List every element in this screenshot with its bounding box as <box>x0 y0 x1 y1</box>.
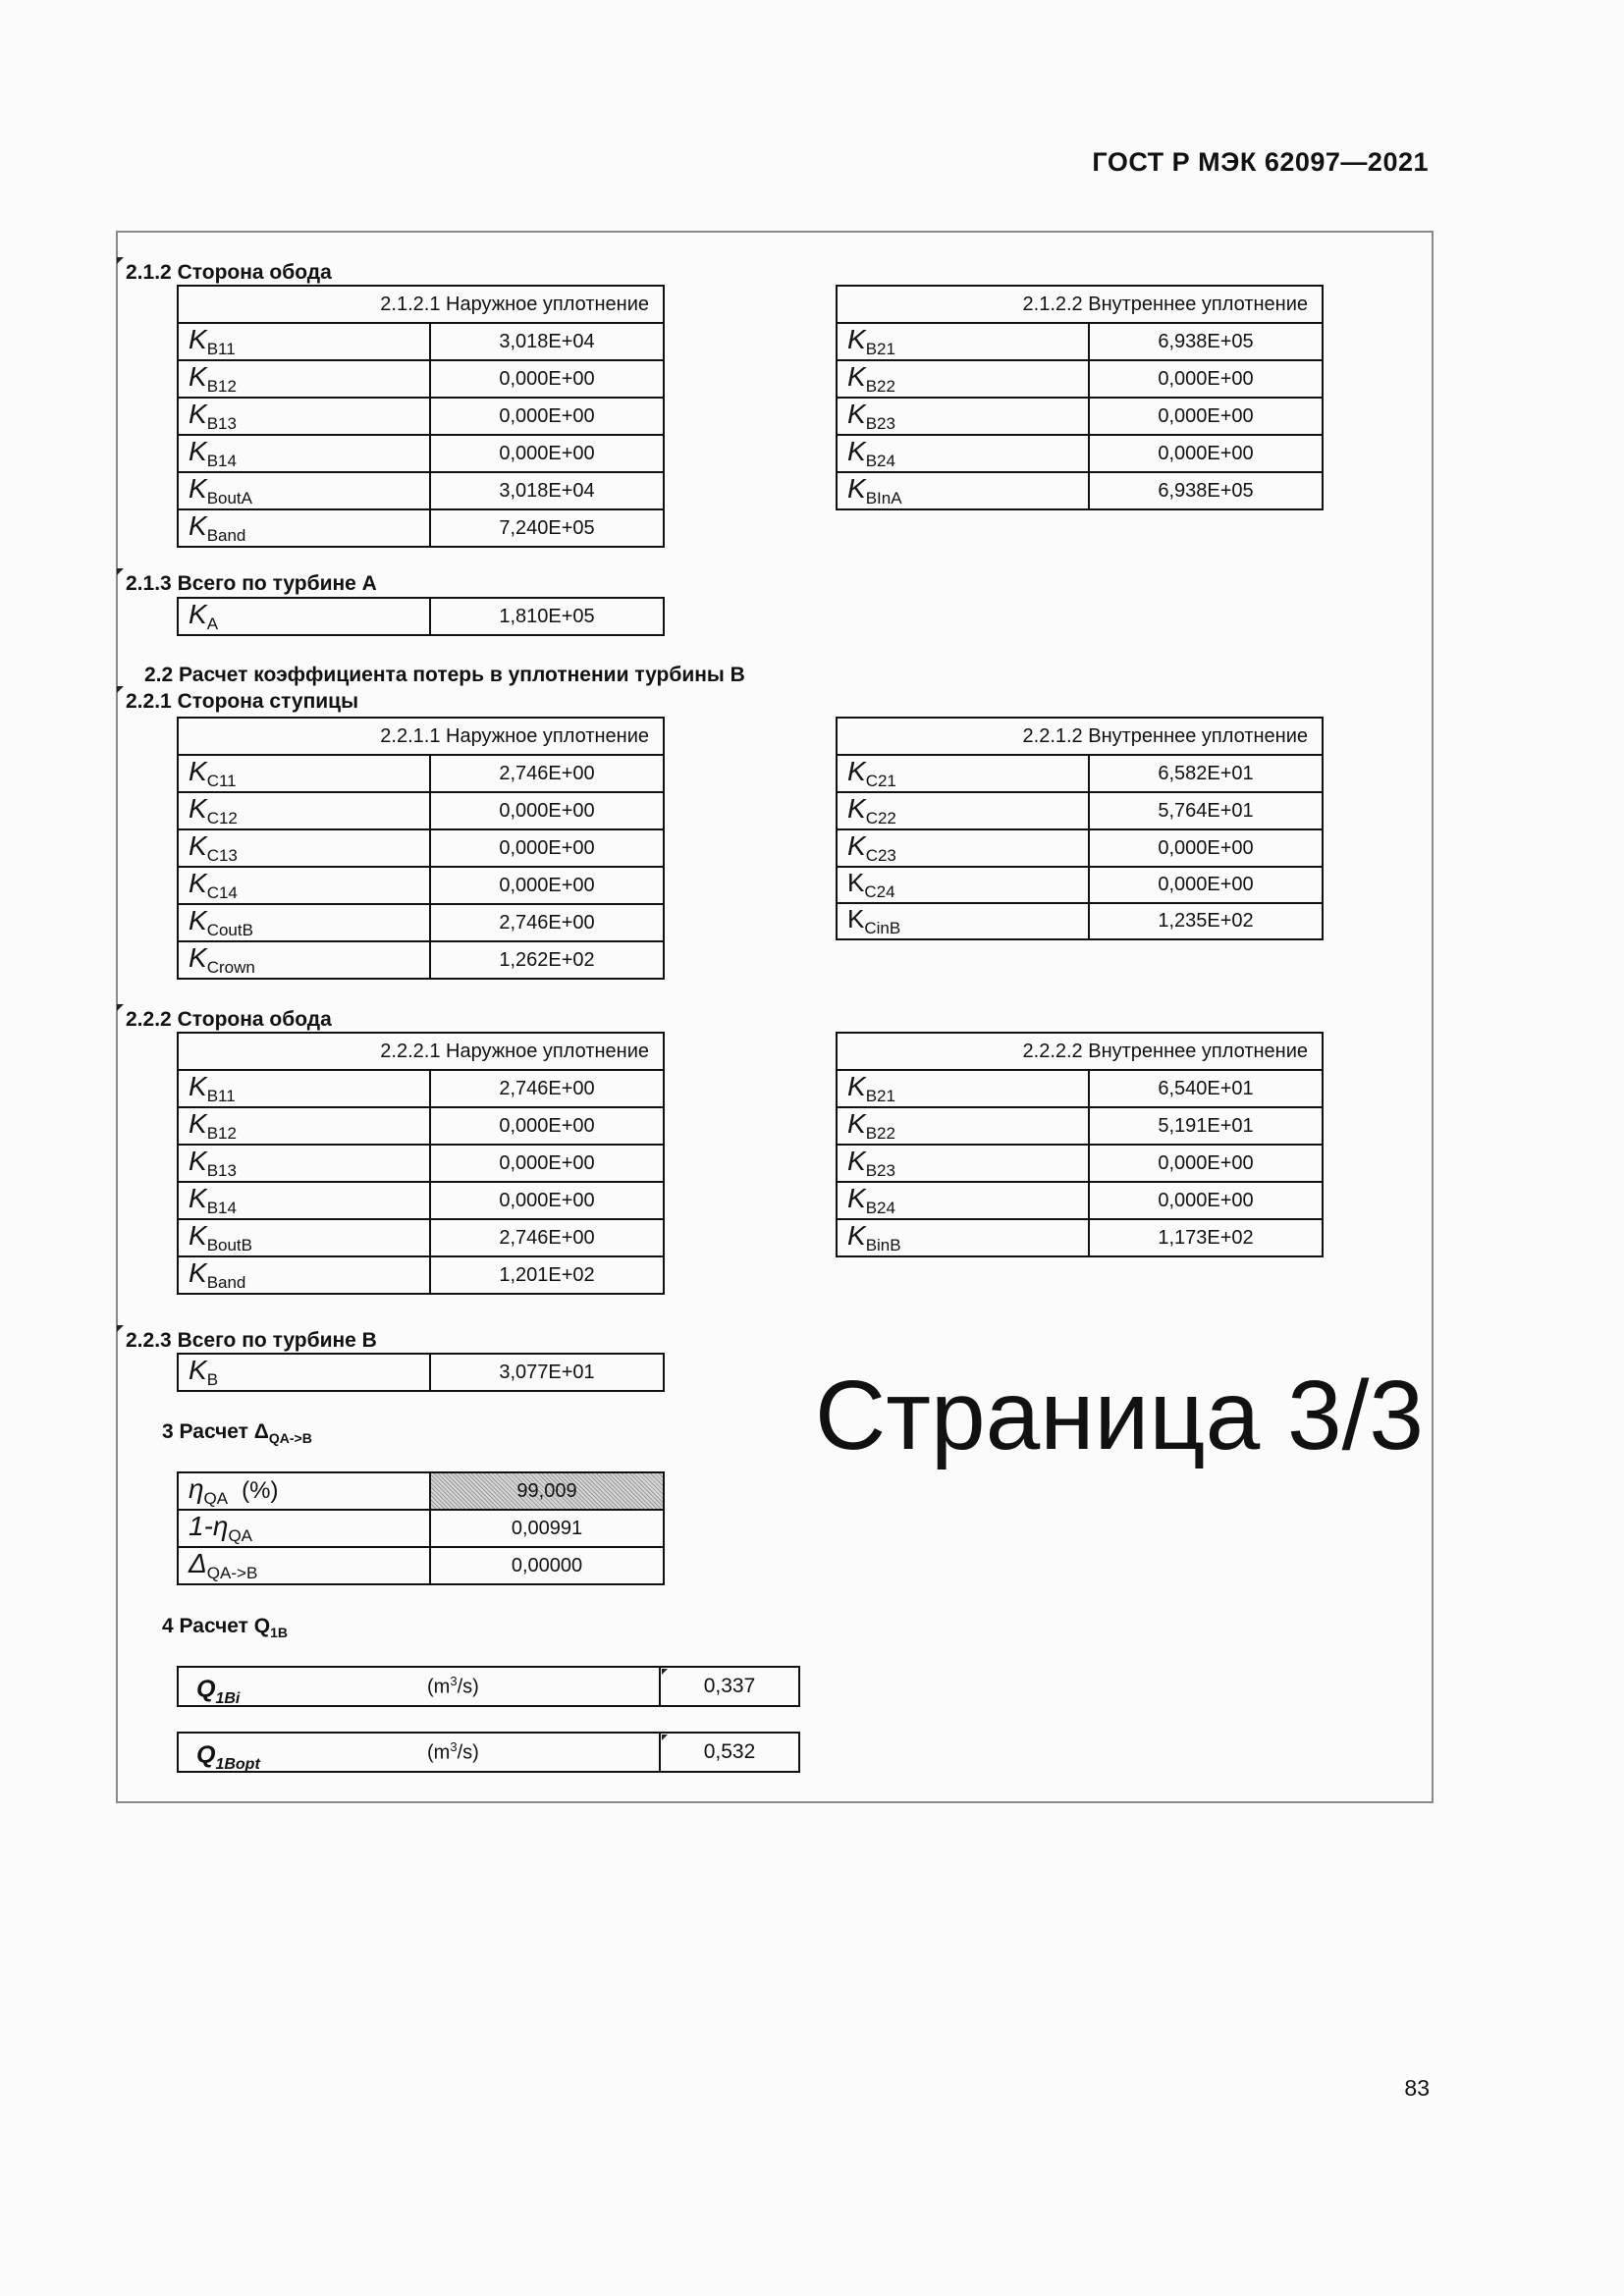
coefficient-value: 0,000E+00 <box>1089 360 1323 398</box>
coefficient-symbol <box>837 472 1089 509</box>
section-2-1-2-heading <box>126 261 332 285</box>
section-2-1-3-heading <box>126 572 377 596</box>
symbol-base: K <box>189 1183 207 1213</box>
unit-base: (m <box>427 1676 451 1698</box>
cell-comment-marker <box>117 1004 124 1011</box>
q1bopt-symbol-cell <box>178 1733 660 1772</box>
symbol-base: K <box>847 399 866 429</box>
symbol-subscript: BoutB <box>206 1236 252 1255</box>
coefficient-value: 0,000E+00 <box>430 1145 664 1182</box>
table-row <box>837 323 1323 360</box>
symbol-subscript: B23 <box>865 1161 895 1180</box>
coefficient-symbol <box>837 398 1089 435</box>
table-header-row <box>837 718 1323 755</box>
symbol-base: K <box>189 1257 207 1288</box>
symbol-base: K <box>847 1071 866 1101</box>
coefficient-symbol <box>837 755 1089 792</box>
table-row <box>837 867 1323 903</box>
table-row <box>837 1145 1323 1182</box>
table-title: 2.1.2.2 Внутреннее уплотнение <box>837 286 1323 323</box>
symbol-base: K <box>847 1220 866 1251</box>
symbol-subscript: B12 <box>206 1124 237 1143</box>
symbol-base: K <box>847 868 865 897</box>
coefficient-symbol <box>178 904 430 941</box>
section-title: Расчет коэффициента потерь в уплотнении турбины B <box>179 664 745 686</box>
symbol-subscript: C12 <box>206 809 238 828</box>
symbol-base: K <box>189 1071 207 1101</box>
table-2-2-1-2-inner-seal <box>836 717 1324 940</box>
coefficient-value: 1,235E+02 <box>1089 903 1323 939</box>
table-row <box>178 360 664 398</box>
symbol-base: K <box>189 324 207 354</box>
table-row <box>178 792 664 829</box>
table-row <box>178 1510 664 1547</box>
symbol-base: 1-η <box>189 1511 229 1541</box>
coefficient-symbol <box>178 360 430 398</box>
symbol-subscript: C14 <box>206 883 238 902</box>
unit-denominator: /s) <box>457 1676 479 1698</box>
coefficient-symbol <box>178 867 430 904</box>
table-row <box>178 755 664 792</box>
coefficient-value: 6,540E+01 <box>1089 1070 1323 1107</box>
q1bi-value: 0,337 <box>703 1675 756 1697</box>
coefficient-value: 6,938E+05 <box>1089 323 1323 360</box>
table-header-row <box>178 718 664 755</box>
coefficient-value: 7,240E+05 <box>430 509 664 547</box>
coefficient-value: 0,00991 <box>430 1510 664 1547</box>
symbol-subscript: 1Bopt <box>215 1756 260 1773</box>
q1bi-unit <box>427 1674 479 1699</box>
symbol-subscript: Band <box>206 1273 246 1292</box>
q1bi-value-cell <box>660 1667 799 1706</box>
table-row <box>178 472 664 509</box>
coefficient-value: 1,262E+02 <box>430 941 664 979</box>
table-row <box>178 1547 664 1584</box>
section-title: Сторона ступицы <box>177 690 359 713</box>
coefficient-symbol <box>837 792 1089 829</box>
coefficient-value: 1,173E+02 <box>1089 1219 1323 1256</box>
coefficient-value: 2,746E+00 <box>430 755 664 792</box>
coefficient-symbol <box>178 1547 430 1584</box>
symbol-base: K <box>189 830 207 861</box>
coefficient-value: 0,000E+00 <box>430 1182 664 1219</box>
coefficient-symbol <box>178 1070 430 1107</box>
coefficient-value: 0,000E+00 <box>1089 435 1323 472</box>
symbol-subscript: B24 <box>865 452 895 470</box>
table-row <box>178 323 664 360</box>
coefficient-symbol <box>178 323 430 360</box>
symbol-subscript: C13 <box>206 846 238 865</box>
table-row <box>178 398 664 435</box>
table-2-1-2-1-outer-seal <box>177 285 665 548</box>
symbol-subscript: B23 <box>865 414 895 433</box>
table-header-row <box>837 286 1323 323</box>
symbol-subscript: BoutA <box>206 489 252 507</box>
symbol-subscript: B12 <box>206 377 237 396</box>
cell-comment-marker <box>117 686 124 693</box>
table-2-2-2-2-inner-seal <box>836 1032 1324 1257</box>
symbol-subscript: QA <box>228 1526 253 1545</box>
table-row <box>178 1472 664 1510</box>
symbol-base: K <box>847 793 866 824</box>
coefficient-symbol <box>837 903 1089 939</box>
section-subscript: QA->B <box>268 1430 312 1447</box>
coefficient-symbol <box>837 1182 1089 1219</box>
coefficient-symbol <box>178 472 430 509</box>
coefficient-value: 0,000E+00 <box>1089 867 1323 903</box>
unit-superscript: 3 <box>450 1674 458 1688</box>
symbol-subscript: A <box>206 614 219 633</box>
symbol-base: K <box>189 1146 207 1176</box>
symbol-subscript: Band <box>206 526 246 545</box>
coefficient-symbol <box>178 941 430 979</box>
section-number: 2.1.2 <box>126 261 172 284</box>
symbol-subscript: B11 <box>206 340 236 358</box>
table-row <box>837 472 1323 509</box>
symbol-base: K <box>189 793 207 824</box>
table-row <box>837 398 1323 435</box>
symbol-base: K <box>189 756 207 786</box>
coefficient-symbol <box>178 1472 430 1510</box>
symbol-subscript: QA <box>203 1489 229 1508</box>
section-number: 2.2.3 <box>126 1329 172 1352</box>
coefficient-value: 0,000E+00 <box>430 360 664 398</box>
symbol-subscript: B24 <box>865 1199 895 1217</box>
symbol-base: η <box>189 1473 204 1504</box>
coefficient-value: 2,746E+00 <box>430 1219 664 1256</box>
document-header: ГОСТ Р МЭК 62097—2021 <box>1092 147 1429 177</box>
table-row <box>178 509 664 547</box>
symbol-subscript: C22 <box>865 809 896 828</box>
coefficient-value: 6,938E+05 <box>1089 472 1323 509</box>
coefficient-value: 2,746E+00 <box>430 1070 664 1107</box>
coefficient-value: 1,810E+05 <box>430 598 664 635</box>
coefficient-value: 2,746E+00 <box>430 904 664 941</box>
symbol-base: K <box>847 1108 866 1139</box>
coefficient-symbol <box>178 398 430 435</box>
section-title: Расчет Q <box>179 1615 271 1637</box>
table-row <box>178 1219 664 1256</box>
cell-comment-marker <box>662 1735 668 1740</box>
table-row <box>178 598 664 635</box>
table-row <box>178 941 664 979</box>
symbol-subscript: Crown <box>206 958 255 977</box>
coefficient-value: 1,201E+02 <box>430 1256 664 1294</box>
symbol-base: K <box>189 1108 207 1139</box>
table-row <box>837 903 1323 939</box>
table-row <box>178 1070 664 1107</box>
unit-base: (m <box>427 1741 451 1764</box>
section-title: Сторона обода <box>177 261 332 284</box>
coefficient-symbol <box>178 598 430 635</box>
symbol-base: K <box>847 756 866 786</box>
table-q1bi <box>177 1666 800 1707</box>
table-header-row <box>178 286 664 323</box>
table-3-efficiency-delta <box>177 1471 665 1585</box>
q1bopt-value: 0,532 <box>703 1740 756 1763</box>
symbol-base: K <box>847 473 866 504</box>
table-row <box>178 1667 799 1706</box>
symbol-base: K <box>189 905 207 935</box>
table-row <box>837 755 1323 792</box>
table-row <box>837 1070 1323 1107</box>
table-title: 2.2.1.1 Наружное уплотнение <box>178 718 664 755</box>
table-2-1-3-total-a <box>177 597 665 636</box>
symbol-base: K <box>847 361 866 392</box>
cell-comment-marker <box>117 257 124 264</box>
coefficient-symbol <box>837 829 1089 867</box>
symbol-base: K <box>189 942 207 973</box>
symbol-base: K <box>189 1220 207 1251</box>
table-row <box>178 1107 664 1145</box>
symbol-base: K <box>189 599 207 629</box>
coefficient-symbol <box>178 1182 430 1219</box>
coefficient-symbol <box>837 1145 1089 1182</box>
table-row <box>178 829 664 867</box>
table-row <box>178 867 664 904</box>
symbol-subscript: B <box>206 1370 219 1389</box>
section-3-heading <box>162 1420 312 1446</box>
table-header-row <box>178 1033 664 1070</box>
symbol-base: K <box>847 1146 866 1176</box>
coefficient-symbol <box>178 1510 430 1547</box>
symbol-subscript: B21 <box>865 1087 895 1105</box>
symbol-subscript: B21 <box>865 340 895 358</box>
table-row <box>837 1182 1323 1219</box>
symbol-subscript: B14 <box>206 452 237 470</box>
coefficient-value: 0,000E+00 <box>1089 1182 1323 1219</box>
symbol-base: K <box>847 1183 866 1213</box>
coefficient-value: 0,000E+00 <box>430 867 664 904</box>
coefficient-symbol <box>178 829 430 867</box>
coefficient-value: 3,018E+04 <box>430 323 664 360</box>
table-row <box>837 435 1323 472</box>
coefficient-symbol <box>178 792 430 829</box>
symbol-subscript: C23 <box>865 846 896 865</box>
cell-comment-marker <box>662 1669 668 1675</box>
symbol-base: Δ <box>189 1548 207 1578</box>
page-number: 83 <box>1404 2075 1430 2101</box>
coefficient-symbol <box>178 1219 430 1256</box>
table-title: 2.2.2.1 Наружное уплотнение <box>178 1033 664 1070</box>
page-watermark: Страница 3/3 <box>815 1361 1425 1470</box>
unit-denominator: /s) <box>457 1741 479 1764</box>
symbol-subscript: C24 <box>864 882 895 901</box>
table-2-2-2-1-outer-seal <box>177 1032 665 1295</box>
symbol-subscript: B22 <box>865 1124 895 1143</box>
table-title: 2.1.2.1 Наружное уплотнение <box>178 286 664 323</box>
symbol-base: K <box>189 436 207 466</box>
coefficient-symbol <box>178 1145 430 1182</box>
section-number: 2.1.3 <box>126 572 172 595</box>
coefficient-value: 3,018E+04 <box>430 472 664 509</box>
section-2-2-2-heading <box>126 1008 332 1032</box>
symbol-base: Q <box>196 1676 216 1703</box>
symbol-base: K <box>189 868 207 898</box>
coefficient-symbol <box>837 1107 1089 1145</box>
table-2-2-3-total-b <box>177 1353 665 1392</box>
symbol-unit: (%) <box>242 1477 279 1504</box>
coefficient-value: 0,000E+00 <box>430 435 664 472</box>
coefficient-symbol <box>178 509 430 547</box>
cell-comment-marker <box>117 568 124 575</box>
table-row <box>837 360 1323 398</box>
coefficient-value: 6,582E+01 <box>1089 755 1323 792</box>
coefficient-value: 3,077E+01 <box>430 1354 664 1391</box>
section-title: Расчет Δ <box>179 1420 269 1443</box>
symbol-base: K <box>847 904 865 934</box>
table-row <box>837 1219 1323 1256</box>
table-q1bopt <box>177 1732 800 1773</box>
section-2-2-1-heading <box>126 690 358 714</box>
coefficient-symbol <box>837 323 1089 360</box>
symbol-subscript: QA->B <box>206 1564 258 1582</box>
symbol-subscript: C11 <box>206 772 237 790</box>
symbol-subscript: B14 <box>206 1199 237 1217</box>
section-number: 4 <box>162 1615 174 1637</box>
section-subscript: 1B <box>270 1625 289 1641</box>
coefficient-symbol <box>837 867 1089 903</box>
q1bi-symbol-cell <box>178 1667 660 1706</box>
symbol-subscript: BinB <box>865 1236 901 1255</box>
section-number: 2.2.1 <box>126 690 172 713</box>
symbol-subscript: BInA <box>865 489 902 507</box>
unit-superscript: 3 <box>450 1739 458 1754</box>
q1bopt-value-cell <box>660 1733 799 1772</box>
coefficient-value: 0,000E+00 <box>430 792 664 829</box>
table-row <box>178 1182 664 1219</box>
table-row <box>837 829 1323 867</box>
table-row <box>837 792 1323 829</box>
q1bopt-symbol <box>196 1741 260 1774</box>
coefficient-value: 5,764E+01 <box>1089 792 1323 829</box>
symbol-base: K <box>189 361 207 392</box>
table-title: 2.2.2.2 Внутреннее уплотнение <box>837 1033 1323 1070</box>
coefficient-value: 0,000E+00 <box>430 1107 664 1145</box>
coefficient-symbol <box>178 435 430 472</box>
coefficient-symbol <box>178 1354 430 1391</box>
coefficient-symbol <box>837 435 1089 472</box>
table-2-2-1-1-outer-seal <box>177 717 665 980</box>
table-row <box>178 1354 664 1391</box>
symbol-subscript: CoutB <box>206 921 253 939</box>
table-header-row <box>837 1033 1323 1070</box>
section-4-heading <box>162 1615 288 1640</box>
symbol-base: K <box>847 436 866 466</box>
coefficient-symbol <box>178 1107 430 1145</box>
table-row <box>178 1256 664 1294</box>
q1bi-symbol <box>196 1676 240 1708</box>
coefficient-symbol <box>837 1070 1089 1107</box>
q1bopt-unit <box>427 1739 479 1765</box>
section-number: 2.2 <box>144 664 174 686</box>
coefficient-symbol <box>178 1256 430 1294</box>
coefficient-value: 99,009 <box>430 1472 664 1510</box>
symbol-subscript: CinB <box>864 919 901 937</box>
symbol-subscript: B22 <box>865 377 895 396</box>
table-2-1-2-2-inner-seal <box>836 285 1324 510</box>
table-row <box>178 435 664 472</box>
section-2-2-heading <box>144 664 745 687</box>
table-row <box>837 1107 1323 1145</box>
symbol-base: K <box>189 473 207 504</box>
symbol-base: K <box>847 830 866 861</box>
coefficient-value: 0,00000 <box>430 1547 664 1584</box>
table-row <box>178 904 664 941</box>
coefficient-symbol <box>178 755 430 792</box>
section-title: Сторона обода <box>177 1008 332 1031</box>
symbol-subscript: B11 <box>206 1087 236 1105</box>
symbol-base: K <box>189 1355 207 1385</box>
section-number: 3 <box>162 1420 174 1443</box>
symbol-base: K <box>847 324 866 354</box>
coefficient-value: 0,000E+00 <box>1089 398 1323 435</box>
coefficient-value: 5,191E+01 <box>1089 1107 1323 1145</box>
symbol-subscript: C21 <box>865 772 896 790</box>
coefficient-symbol <box>837 1219 1089 1256</box>
symbol-base: Q <box>196 1741 216 1769</box>
table-row <box>178 1145 664 1182</box>
table-row <box>178 1733 799 1772</box>
cell-comment-marker <box>117 1325 124 1332</box>
section-title: Всего по турбине А <box>177 572 377 595</box>
symbol-base: K <box>189 399 207 429</box>
coefficient-value: 0,000E+00 <box>430 398 664 435</box>
coefficient-symbol <box>837 360 1089 398</box>
coefficient-value: 0,000E+00 <box>1089 1145 1323 1182</box>
symbol-base: K <box>189 510 207 541</box>
symbol-subscript: 1Bi <box>215 1690 241 1707</box>
table-title: 2.2.1.2 Внутреннее уплотнение <box>837 718 1323 755</box>
section-title: Всего по турбине B <box>177 1329 377 1352</box>
symbol-subscript: B13 <box>206 1161 237 1180</box>
symbol-subscript: B13 <box>206 414 237 433</box>
coefficient-value: 0,000E+00 <box>1089 829 1323 867</box>
section-number: 2.2.2 <box>126 1008 172 1031</box>
coefficient-value: 0,000E+00 <box>430 829 664 867</box>
section-2-2-3-heading <box>126 1329 377 1353</box>
